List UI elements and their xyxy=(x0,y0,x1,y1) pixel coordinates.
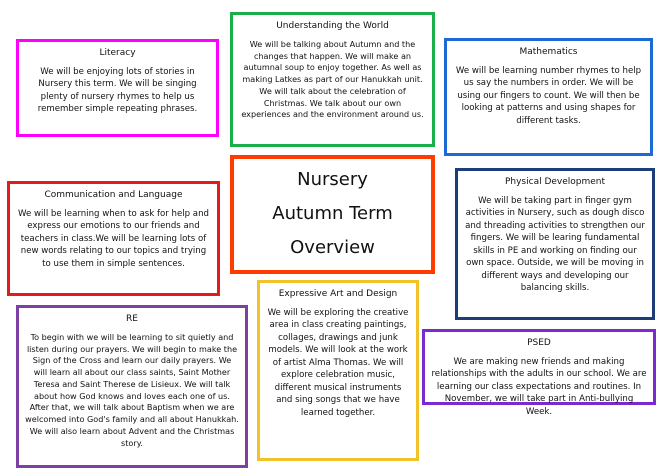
communication-box xyxy=(7,181,220,296)
re-title: RE xyxy=(126,314,138,324)
expressive-art-text: We will be exploring the creative area in class creating paintings, collages, drawings and junk models. We will look at the work of artist Alma Thomas. We will explore celebration music, different musical instruments and sing songs that we have learned together. xyxy=(267,308,409,418)
understanding-world-box xyxy=(230,12,435,147)
psed-text: We are making new friends and making relationships with the adults in our school. We are learning our class expectations and routines. In November, we will take part in Anti-bullying Week. xyxy=(431,357,647,417)
literacy-text: We will be enjoying lots of stories in Nursery this term. We will be singing plenty of nursery rhymes to help us remember simple repeating phrases. xyxy=(37,67,198,115)
mathematics-title: Mathematics xyxy=(519,47,578,57)
understanding-world-text: We will be talking about Autumn and the changes that happen. We will make an autumnal soup to enjoy together. As well as making Latkes as part of our Hanukkah unit. We will talk about the celebration of Christmas. We talk about our own experiences and the environment around us. xyxy=(241,39,424,120)
title-line-overview: Overview xyxy=(290,237,375,258)
title-line-autumn-term: Autumn Term xyxy=(272,203,393,224)
physical-development-text: We will be taking part in finger gym activities in Nursery, such as dough disco and threading activities to strengthen our fingers. We will be learing fundamental skills in PE and working on finding our own space. Outside, we will be moving in different ways and developing our balancing skills. xyxy=(465,196,645,294)
mathematics-box xyxy=(444,38,653,156)
expressive-art-box xyxy=(257,280,419,461)
literacy-box xyxy=(16,39,219,137)
communication-title: Communication and Language xyxy=(44,190,183,200)
communication-text: We will be learning when to ask for help and express our emotions to our friends and teachers in class.We will be learning lots of new words relating to our topics and trying to use them in simple sentences. xyxy=(18,209,209,269)
expressive-art-title: Expressive Art and Design xyxy=(278,289,398,299)
re-box xyxy=(16,305,248,468)
psed-title: PSED xyxy=(527,338,551,348)
physical-development-title: Physical Development xyxy=(504,177,606,187)
physical-development-box xyxy=(455,168,655,320)
understanding-world-title: Understanding the World xyxy=(276,21,389,31)
title-line-nursery: Nursery xyxy=(297,169,368,190)
psed-box xyxy=(422,329,656,417)
literacy-title: Literacy xyxy=(99,48,136,58)
re-text: To begin with we will be learning to sit quietly and listen during our prayers. We will begin to make the Sign of the Cross and learn our daily prayers. We will learn all about our class saints, Saint Mother Teresa and Saint Therese de Lisieux. We will talk about how God knows and loves each one of us. After that, we will talk about Baptism when we are welcomed into God's family and all about Hanukkah. We will also learn about Advent and the Christmas story. xyxy=(25,332,239,448)
overview-title-box xyxy=(230,155,435,274)
mathematics-text: We will be learning number rhymes to help us say the numbers in order. We will be using our fingers to count. We will then be looking at patterns and using shapes for different tasks. xyxy=(455,66,642,126)
